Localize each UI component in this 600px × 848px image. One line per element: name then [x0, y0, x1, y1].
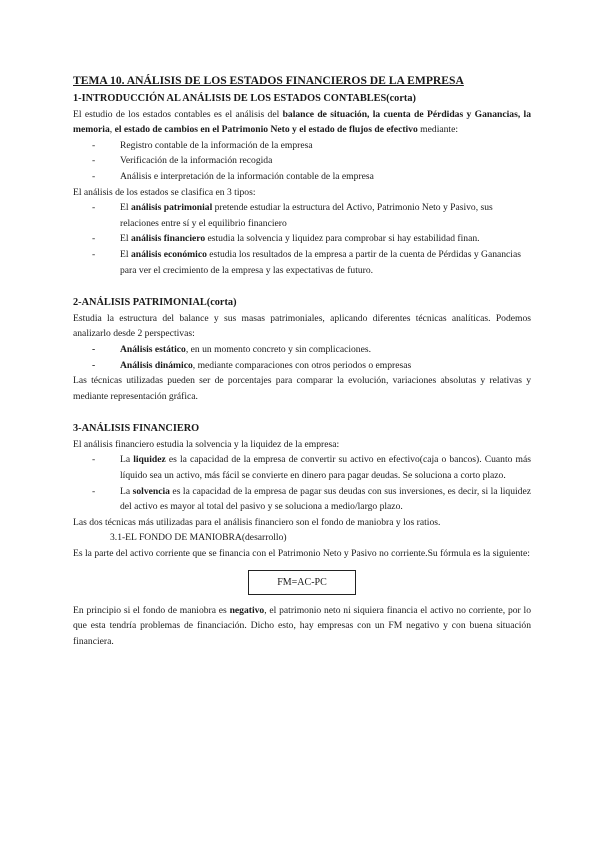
list-item: - El análisis patrimonial pretende estudiar la estructura del Activo, Patrimonio Neto y Pasivo, sus relaciones entre sí y el equilibrio financiero — [92, 202, 493, 229]
section-3-techniques: Las dos técnicas más utilizadas para el análisis financiero son el fondo de maniobra y los ratios. — [73, 516, 441, 528]
fondo-maniobra-definition: Es la parte del activo corriente que se financia con el Patrimonio Neto y Pasivo no corriente.Su fórmula es la siguiente: — [73, 548, 530, 560]
section-2-heading: 2-ANÁLISIS PATRIMONIAL(corta) — [73, 297, 237, 309]
list-item: - El análisis económico estudia los resultados de la empresa a partir de la cuenta de Pérdidas y Ganancias para ver el crecimiento de la empresa y las expectativas de futuro. — [92, 248, 521, 276]
perspectives-list — [73, 342, 531, 373]
list-item: - La liquidez es la capacidad de la empresa de convertir su activo en efectivo(caja o bancos). Cuanto más líquido sea un activo, más fácil se convierte en dinero para pagar deudas. Se soluciona a corto plazo. — [92, 454, 531, 482]
types-intro: El análisis de los estados se clasifica en 3 tipos: — [73, 186, 256, 198]
formula-box: FM=AC-PC — [248, 570, 356, 595]
section-3-intro: El análisis financiero estudia la solvencia y la liquidez de la empresa: — [73, 438, 340, 450]
list-item: - Análisis estático, en un momento concreto y sin complicaciones. — [92, 343, 371, 355]
list-item: - Análisis dinámico, mediante comparaciones con otros periodos o empresas — [92, 359, 412, 371]
section-1-heading: 1-INTRODUCCIÓN AL ANÁLISIS DE LOS ESTADOS CONTABLES(corta) — [73, 93, 416, 104]
list-item: - La solvencia es la capacidad de la empresa de pagar sus deudas con sus inversiones, es decir, si la liquidez del activo es mayor al total del pasivo y se soluciona a medio/largo plazo. — [92, 485, 531, 513]
section-1-intro: El estudio de los estados contables es el análisis del balance de situación, la cuenta de Pérdidas y Ganancias, la memoria, el estado de cambios en el Patrimonio Neto y el estado de flujos de efectivo mediante: — [73, 108, 531, 136]
formula-container — [73, 570, 531, 595]
section-3-heading: 3-ANÁLISIS FINANCIERO — [73, 423, 200, 435]
list-item: - Verificación de la información recogida — [92, 155, 273, 167]
document-page — [73, 72, 531, 649]
financial-concepts-list — [73, 452, 531, 514]
list-item: - Registro contable de la información de la empresa — [92, 139, 313, 151]
fondo-maniobra-explanation: En principio si el fondo de maniobra es negativo, el patrimonio neto ni siquiera financia el activo no corriente, por lo que esta tendría problemas de financiación. Dicho esto, hay empresas con un FM negativo y con buena situación financiera. — [73, 604, 531, 647]
section-2-paragraph: Estudia la estructura del balance y sus masas patrimoniales, aplicando diferentes técnicas analíticas. Podemos analizarlo desde 2 perspectivas: — [73, 312, 531, 340]
list-item: - Análisis e interpretación de la información contable de la empresa — [92, 170, 374, 182]
document-title: TEMA 10. ANÁLISIS DE LOS ESTADOS FINANCIEROS DE LA EMPRESA — [73, 74, 464, 87]
contable-steps-list — [73, 138, 531, 185]
subsection-3-1-heading: 3.1-EL FONDO DE MANIOBRA(desarrollo) — [110, 532, 287, 544]
list-item: - El análisis financiero estudia la solvencia y liquidez para comprobar si hay estabilidad finan. — [92, 233, 480, 245]
analysis-types-list — [73, 200, 531, 278]
section-2-techniques: Las técnicas utilizadas pueden ser de porcentajes para comparar la evolución, variaciones absolutas y relativas y mediante representación gráfica. — [73, 375, 531, 402]
